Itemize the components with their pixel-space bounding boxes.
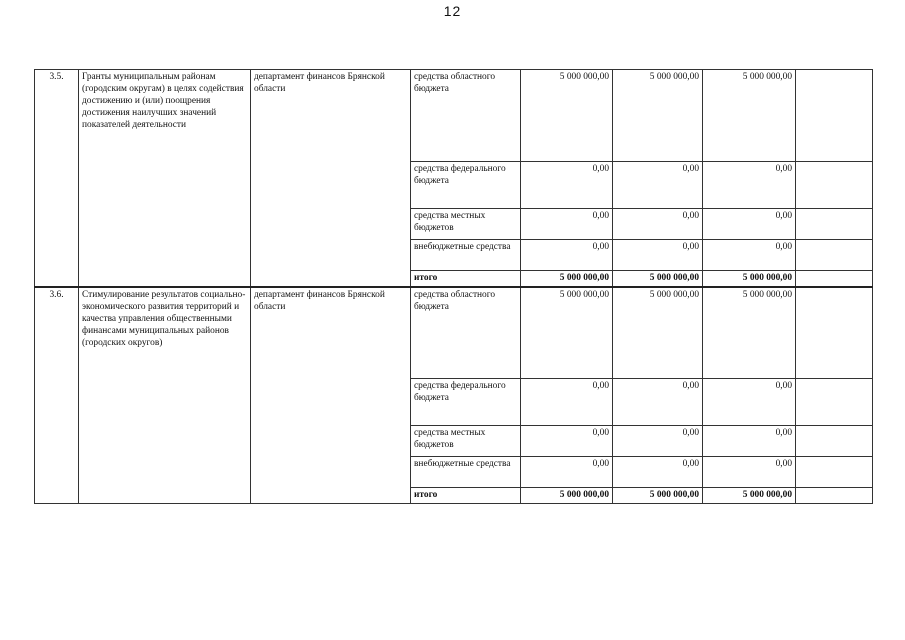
value-cell: 0,00 (703, 240, 796, 271)
empty-cell (796, 271, 873, 287)
empty-cell (796, 209, 873, 240)
value-cell: 5 000 000,00 (521, 70, 613, 162)
empty-cell (796, 162, 873, 209)
table-row (35, 70, 873, 162)
value-cell: 5 000 000,00 (613, 70, 703, 162)
empty-cell (796, 287, 873, 379)
empty-cell (796, 488, 873, 504)
source-label: средства федерального бюджета (411, 162, 521, 209)
total-value: 5 000 000,00 (613, 271, 703, 287)
executor: департамент финансов Брянской области (251, 70, 411, 287)
source-label: средства федерального бюджета (411, 379, 521, 426)
value-cell: 5 000 000,00 (613, 287, 703, 379)
value-cell: 0,00 (703, 209, 796, 240)
value-cell: 0,00 (521, 209, 613, 240)
value-cell: 0,00 (703, 426, 796, 457)
measure-name: Гранты муниципальным районам (городским округам) в целях содействия достижению и (или) поощрения достижения наилучших значений показателей деятельности (79, 70, 251, 287)
value-cell: 0,00 (703, 457, 796, 488)
value-cell: 0,00 (613, 240, 703, 271)
executor: департамент финансов Брянской области (251, 287, 411, 504)
value-cell: 0,00 (613, 457, 703, 488)
value-cell: 0,00 (521, 240, 613, 271)
total-label: итого (411, 488, 521, 504)
empty-cell (796, 426, 873, 457)
value-cell: 0,00 (613, 426, 703, 457)
table-row (35, 287, 873, 379)
row-number: 3.6. (35, 287, 79, 504)
value-cell: 0,00 (703, 162, 796, 209)
value-cell: 0,00 (521, 162, 613, 209)
total-value: 5 000 000,00 (703, 488, 796, 504)
value-cell: 0,00 (521, 379, 613, 426)
source-label: внебюджетные средства (411, 240, 521, 271)
value-cell: 0,00 (613, 379, 703, 426)
budget-table (34, 69, 873, 504)
page-number: 12 (443, 3, 462, 19)
measure-name: Стимулирование результатов социально-экономического развития территорий и качества управления общественными финансами муниципальных районов (городских округов) (79, 287, 251, 504)
value-cell: 0,00 (521, 426, 613, 457)
total-value: 5 000 000,00 (613, 488, 703, 504)
value-cell: 5 000 000,00 (521, 287, 613, 379)
empty-cell (796, 70, 873, 162)
row-number: 3.5. (35, 70, 79, 287)
value-cell: 0,00 (613, 209, 703, 240)
value-cell: 0,00 (521, 457, 613, 488)
source-label: средства областного бюджета (411, 287, 521, 379)
total-value: 5 000 000,00 (521, 488, 613, 504)
value-cell: 5 000 000,00 (703, 287, 796, 379)
source-label: внебюджетные средства (411, 457, 521, 488)
empty-cell (796, 240, 873, 271)
source-label: средства местных бюджетов (411, 209, 521, 240)
source-label: средства местных бюджетов (411, 426, 521, 457)
value-cell: 0,00 (703, 379, 796, 426)
total-label: итого (411, 271, 521, 287)
empty-cell (796, 379, 873, 426)
total-value: 5 000 000,00 (703, 271, 796, 287)
value-cell: 0,00 (613, 162, 703, 209)
value-cell: 5 000 000,00 (703, 70, 796, 162)
total-value: 5 000 000,00 (521, 271, 613, 287)
source-label: средства областного бюджета (411, 70, 521, 162)
empty-cell (796, 457, 873, 488)
